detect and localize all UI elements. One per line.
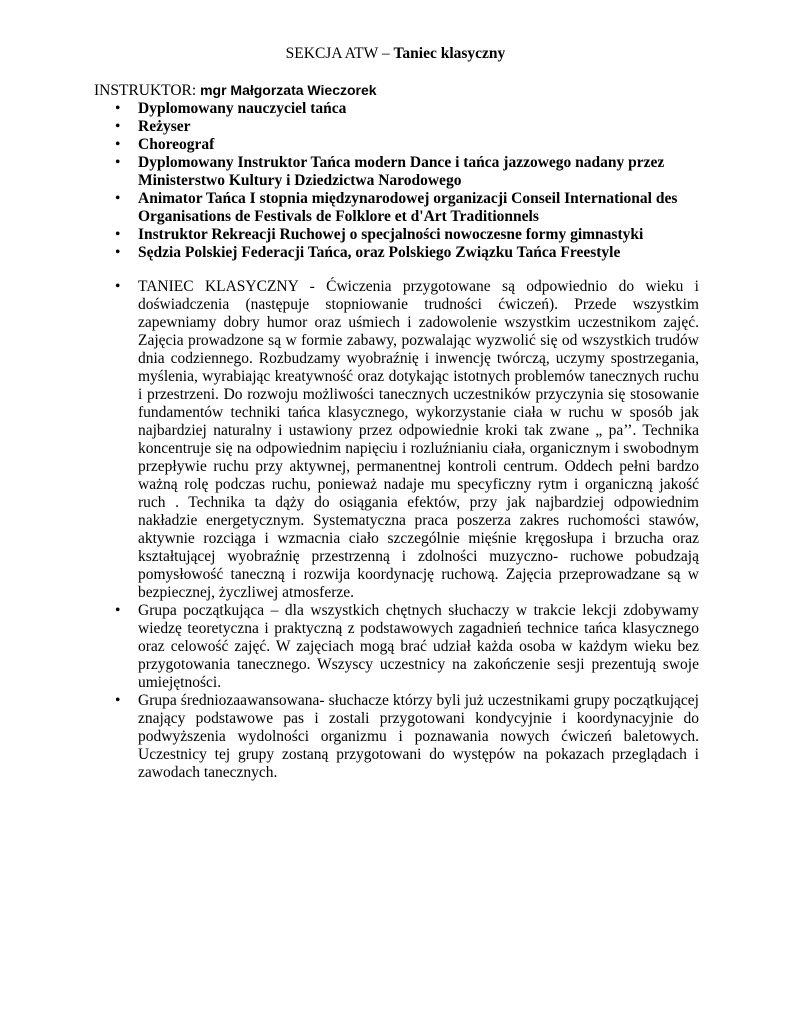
qualification-item: • Dyplomowany nauczyciel tańca xyxy=(115,100,705,118)
qualification-item: • Choreograf xyxy=(115,136,705,154)
description-text: - Ćwiczenia przygotowane są odpowiednio do wieku i doświadczenia (następuje stopniowanie trudności ćwiczeń). Przede wszystkim zapewniamy dobry humor oraz uśmiech i zadowolenie wszystkim uczestnikom zajęć. Zajęcia prowadzone są w formie zabawy, pozwalając wyzwolić się od wszystkich trudów dnia codziennego. Rozbudzamy wyobraźnię i inwencję twórczą, uczymy spostrzegania, myślenia, wyrabiając kreatywność oraz dotykając istotnych problemów tanecznych ruchu i przestrzeni. Do rozwoju możliwości tanecznych uczestników przyczynia się stosowanie fundamentów techniki tańca klasycznego, wykorzystanie ciała w ruchu w sposób jak najbardziej naturalny i ustawiony przez odpowiednie kroki tak zwane „ pa’’. Technika koncentruje się na odpowiednim napięciu i rozluźnianiu ciała, organicznym i swobodnym przepływie ruchu przy aktywnej, permanentnej kontroli centrum. Oddech pełni bardzo ważną rolę podczas ruchu, ponieważ nadaje mu specyficzny rytm i organiczną jakość ruch . Technika ta dąży do osiągania efektów, przy jak najbardziej odpowiednim nakładzie energetycznym. Systematyczna praca poszerza zakres ruchomości stawów, aktywnie rozciąga i wzmacnia ciało szczególnie mięśnie kręgosłupa i brzucha oraz kształtującej wyobraźnię przestrzenną i zdolności muzyczno- ruchowe pobudzają pomysłowość taneczną i rozwija koordynację ruchową. Zajęcia przeprowadzane są w bezpiecznej, życzliwej atmosferze. xyxy=(138,278,699,601)
instructor-name: mgr Małgorzata Wieczorek xyxy=(200,82,377,98)
qualification-item: • Instruktor Rekreacji Ruchowej o specjalności nowoczesne formy gimnastyki xyxy=(115,226,705,244)
instructor-line xyxy=(94,81,377,100)
page-title xyxy=(0,44,791,63)
title-prefix: SEKCJA ATW – xyxy=(285,45,394,62)
qualification-item: • Animator Tańca I stopnia międzynarodowej organizacji Conseil International des Organisations de Festivals de Folklore et d'Art Traditionnels xyxy=(115,190,705,226)
description-item xyxy=(115,602,699,692)
qualification-item: • Reżyser xyxy=(115,118,705,136)
qualification-item: • Dyplomowany Instruktor Tańca modern Dance i tańca jazzowego nadany przez Ministerstwo Kultury i Dziedzictwa Narodowego xyxy=(115,154,705,190)
qualifications-list xyxy=(115,100,705,262)
instructor-label: INSTRUKTOR: xyxy=(94,82,201,99)
description-list xyxy=(115,278,699,782)
description-lead: TANIEC KLASYCZNY xyxy=(138,278,299,295)
description-item xyxy=(115,692,699,782)
description-item xyxy=(115,278,699,602)
qualification-item: • Sędzia Polskiej Federacji Tańca, oraz Polskiego Związku Tańca Freestyle xyxy=(115,244,705,262)
description-text: Grupa początkująca – dla wszystkich chętnych słuchaczy w trakcie lekcji zdobywamy wiedzę teoretyczna i praktyczną z podstawowych zagadnień technice tańca klasycznego oraz celowość zajęć. W zajęciach mogą brać udział każda osoba w każdym wieku bez przygotowania tanecznego. Wszyscy uczestnicy na zakończenie sesji prezentują swoje umiejętności. xyxy=(138,602,699,691)
title-bold: Taniec klasyczny xyxy=(393,45,506,62)
description-text: Grupa średniozaawansowana- słuchacze którzy byli już uczestnikami grupy początkującej znający podstawowe pas i zostali przygotowani kondycyjnie i koordynacyjnie do podwyższenia wydolności organizmu i poznawania nowych ćwiczeń baletowych. Uczestnicy tej grupy zostaną przygotowani do występów na pokazach przeglądach i zawodach tanecznych. xyxy=(138,692,699,781)
